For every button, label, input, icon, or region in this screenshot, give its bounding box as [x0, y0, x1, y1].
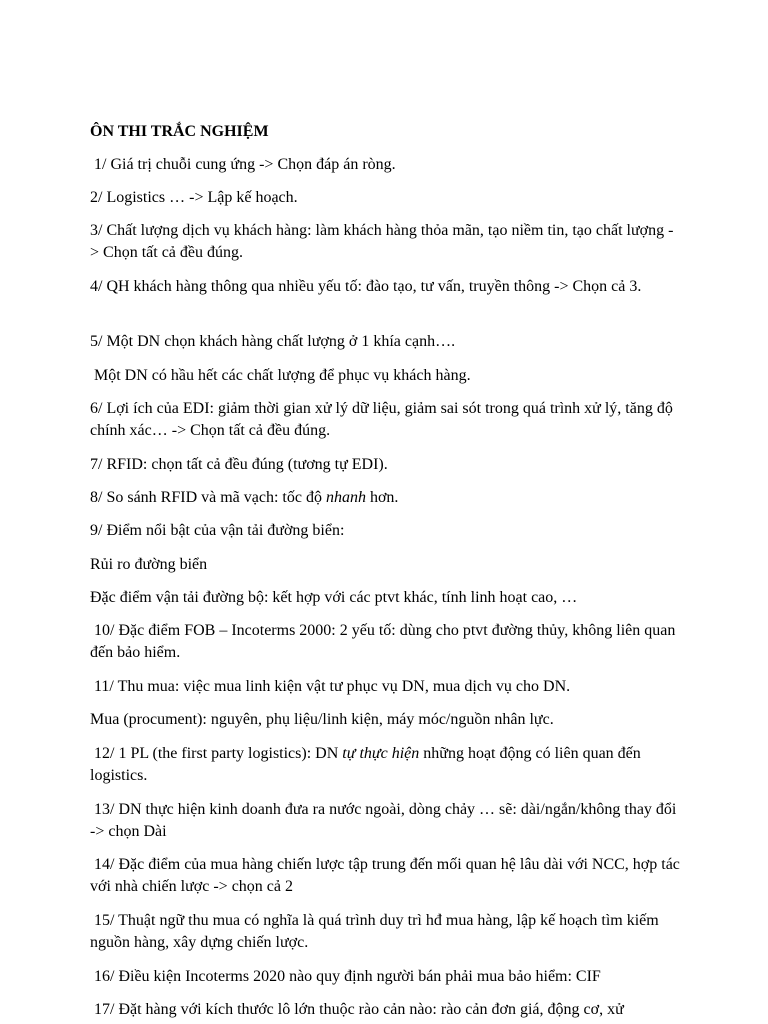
- text-segment: 12/ 1 PL (the first party logistics): DN: [90, 745, 343, 762]
- text-segment: Đặc điểm vận tải đường bộ: kết hợp với các ptvt khác, tính linh hoạt cao, …: [90, 589, 578, 606]
- text-segment: 5/ Một DN chọn khách hàng chất lượng ở 1 khía cạnh….: [90, 333, 456, 350]
- paragraph-p11: [90, 554, 680, 576]
- paragraph-p16: [90, 743, 680, 787]
- paragraph-p2: [90, 187, 680, 209]
- text-segment: 13/ DN thực hiện kinh doanh đưa ra nước ngoài, dòng chảy … sẽ: dài/ngắn/không thay đổi -> chọn Dài: [90, 801, 681, 840]
- paragraph-p21: [90, 999, 680, 1021]
- paragraph-p8: [90, 454, 680, 476]
- paragraph-p1: [90, 154, 680, 176]
- paragraph-p7: [90, 398, 680, 442]
- text-segment: 3/ Chất lượng dịch vụ khách hàng: làm khách hàng thỏa mãn, tạo niềm tin, tạo chất lượng -> Chọn tất cả đều đúng.: [90, 222, 674, 261]
- text-segment: 9/ Điểm nổi bật của vận tải đường biển:: [90, 522, 345, 539]
- paragraph-p19: [90, 910, 680, 954]
- paragraph-p12: [90, 587, 680, 609]
- text-segment: Rủi ro đường biển: [90, 556, 208, 573]
- text-segment: 4/ QH khách hàng thông qua nhiều yếu tố: đào tạo, tư vấn, truyền thông -> Chọn cả 3.: [90, 278, 642, 295]
- text-segment: nhanh: [325, 489, 366, 506]
- text-segment: 16/ Điều kiện Incoterms 2020 nào quy định người bán phải mua bảo hiểm: CIF: [90, 968, 601, 985]
- paragraph-p14: [90, 676, 680, 698]
- text-segment: 10/ Đặc điểm FOB – Incoterms 2000: 2 yếu tố: dùng cho ptvt đường thủy, không liên quan đến bảo hiểm.: [90, 622, 680, 661]
- text-segment: 11/ Thu mua: việc mua linh kiện vật tư phục vụ DN, mua dịch vụ cho DN.: [90, 678, 571, 695]
- text-segment: 14/ Đặc điểm của mua hàng chiến lược tập trung đến mối quan hệ lâu dài với NCC, hợp tác với nhà chiến lược -> chọn cả 2: [90, 856, 684, 895]
- text-segment: 1/ Giá trị chuỗi cung ứng -> Chọn đáp án ròng.: [90, 156, 396, 173]
- text-segment: 17/ Đặt hàng với kích thước lô lớn thuộc rào cản nào: rào cản đơn giá, động cơ, xử: [90, 1001, 624, 1018]
- text-segment: hơn.: [365, 489, 399, 506]
- text-segment: Một DN có hầu hết các chất lượng để phục vụ khách hàng.: [90, 367, 471, 384]
- text-segment: những hoạt động có liên quan đến logistics.: [90, 745, 645, 784]
- text-segment: 8/ So sánh RFID và mã vạch: tốc độ: [90, 489, 326, 506]
- text-segment: tự thực hiện: [342, 745, 420, 762]
- paragraph-p4: [90, 276, 680, 298]
- paragraph-p20: [90, 966, 680, 988]
- document-title: ÔN THI TRẮC NGHIỆM: [90, 123, 269, 140]
- text-segment: 6/ Lợi ích của EDI: giảm thời gian xử lý dữ liệu, giảm sai sót trong quá trình xử lý, tăng độ chính xác… -> Chọn tất cả đều đúng.: [90, 400, 677, 439]
- paragraph-p10: [90, 520, 680, 542]
- text-segment: 15/ Thuật ngữ thu mua có nghĩa là quá trình duy trì hđ mua hàng, lập kế hoạch tìm kiếm nguồn hàng, xây dựng chiến lược.: [90, 912, 663, 951]
- paragraph-p3: [90, 220, 680, 264]
- paragraph-p6: [90, 365, 680, 387]
- text-segment: 7/ RFID: chọn tất cả đều đúng (tương tự EDI).: [90, 456, 388, 473]
- paragraph-p9: [90, 487, 680, 509]
- text-segment: 2/ Logistics … -> Lập kế hoạch.: [90, 189, 298, 206]
- paragraph-p15: [90, 709, 680, 731]
- paragraph-p13: [90, 620, 680, 664]
- paragraph-p17: [90, 799, 680, 843]
- text-segment: Mua (procument): nguyên, phụ liệu/linh kiện, máy móc/nguồn nhân lực.: [90, 711, 554, 728]
- paragraph-p18: [90, 854, 684, 898]
- paragraph-p5: [90, 331, 680, 353]
